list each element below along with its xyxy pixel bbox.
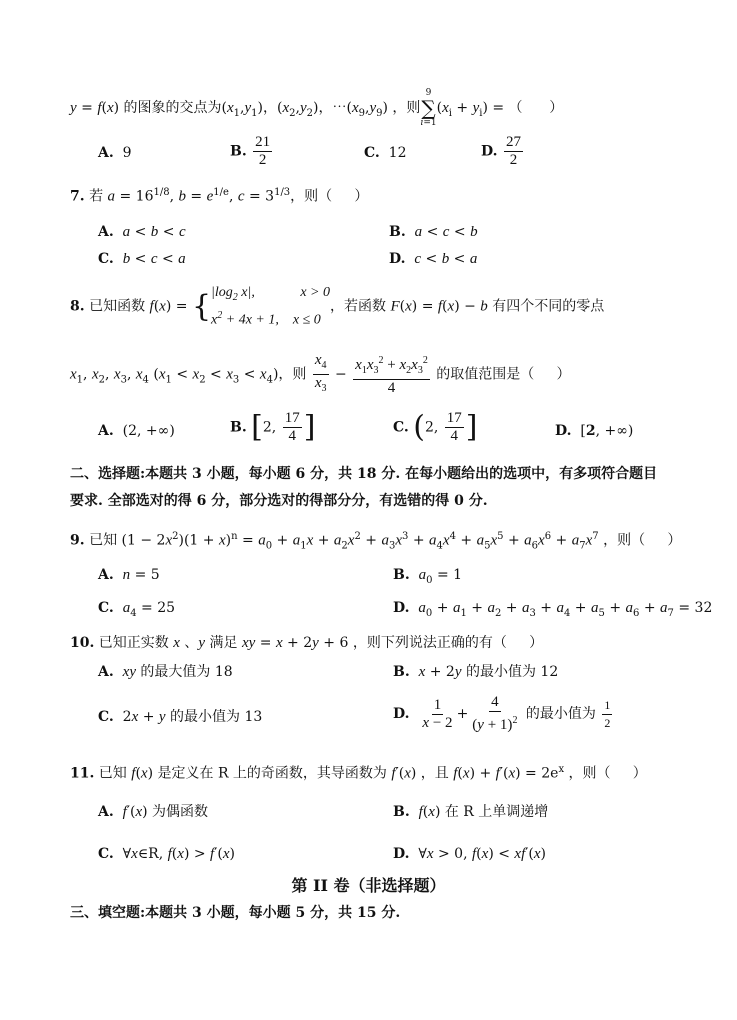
q11-stem: 11. 已知 f(x) 是定义在 R 上的奇函数，其导函数为 f′(x) ，且 $f(x) + f'(x) = 2e^x$ ，则（ ） [70,764,647,782]
q9-option-c[interactable]: C. $a_4 = 25$ [98,600,176,619]
q10-stem: 10. 已知正实数 x 、y 满足 xy = x + 2y + 6 ，则下列说法正确的有（ ） [70,635,544,651]
q8-option-d[interactable]: D. [2, +∞) [555,423,634,439]
q11-option-b[interactable]: B. f(x) 在 R 上单调递增 [393,804,549,820]
q8-option-b[interactable]: B. [2, $\frac{17}{4}$ ] [230,409,316,445]
q9-option-b[interactable]: B. $a_0 = 1$ [393,567,463,586]
q8-stem-line2: $x_1$, $x_2$, $x_3$, $x_4$ $(x_1 < x_2 < x_3 < x_4)$，则 $\frac{x_4}{x_3}$ − $\frac{x_1x_3^2 + x_2x_3^2}{4}$ 的取值范围是（ ） [70,352,571,396]
section3-heading: 三、填空题:本题共 3 小题，每小题 5 分，共 15 分. [70,905,401,921]
q7-option-b[interactable]: B. a < c < b [389,224,478,240]
q8-option-c[interactable]: C. (2, $\frac{17}{4}$ ] [393,409,478,445]
section2-line2: 要求. 全部选对的得 6 分，部分选对的得部分分，有选错的得 0 分. [70,493,488,509]
q8-option-a[interactable]: A. (2, +∞) [98,423,175,439]
q6-stem: y = f(x) 的图象的交点为$(x_1,y_1)$，$(x_2,y_2)$，$\cdots(x_9,y_9)$ ，则 9 ∑ i=1 $(x_i + y_i)$ = （ ） [70,88,564,128]
q7-option-c[interactable]: C. b < c < a [98,251,186,267]
q7-option-a[interactable]: A. a < b < c [98,224,186,240]
q7-option-d[interactable]: D. c < b < a [389,251,478,267]
q6-option-d[interactable]: D. $\frac{27}{2}$ [481,134,521,168]
q10-option-b[interactable]: B. x + 2y 的最小值为 12 [393,664,559,680]
part2-title: 第 II 卷（非选择题） [291,876,446,895]
q10-option-c[interactable]: C. 2x + y 的最小值为 13 [98,709,263,725]
q9-stem: 9. 已知 $(1 - 2x^2)(1 + x)^n = a_0 + a_1x + a_2x^2 + a_3x^3 + a_4x^4 + a_5x^5 + a_6x^6 + a_7x^7$ ，则（ ） [70,531,682,552]
q11-option-d[interactable]: D. ∀x > 0, f(x) < xf′(x) [393,846,547,862]
q11-option-c[interactable]: C. ∀x∈R, f(x) > f′(x) [98,846,235,862]
section2-line1: 二、选择题:本题共 3 小题，每小题 6 分，共 18 分. 在每小题给出的选项中，有多项符合题目 [70,466,658,482]
q8-stem-line1: 8. 已知函数 f(x) = { $|\log_2$ x|, x > 0 $x^2 + 4x + 1$, x ≤ 0 ，若函数 F(x) = f(x) − b 有四个不同的零点 [70,285,605,328]
q6-option-b[interactable]: B. $\frac{21}{2}$ [230,134,271,168]
q10-option-d[interactable]: D. $\frac{1}{x - 2}$ + $\frac{4}{(y + 1)^2}$ 的最小值为 $\frac{1}{2}$ [393,694,611,733]
q9-option-a[interactable]: A. n = 5 [98,567,160,583]
q6-option-c[interactable]: C. 12 [364,145,407,161]
q10-option-a[interactable]: A. xy 的最大值为 18 [98,664,233,680]
q6-option-a[interactable]: A. 9 [98,145,132,161]
q7-stem: 7. 若 $a = 16^{1/8}$, $b = e^{1/e}$, $c = 3^{1/3}$，则（ ） [70,187,369,205]
q9-option-d[interactable]: D. $a_0 + a_1 + a_2 + a_3 + a_4 + a_5 + a_6 + a_7 = 32$ [393,600,713,619]
q11-option-a[interactable]: A. f′(x) 为偶函数 [98,804,209,820]
